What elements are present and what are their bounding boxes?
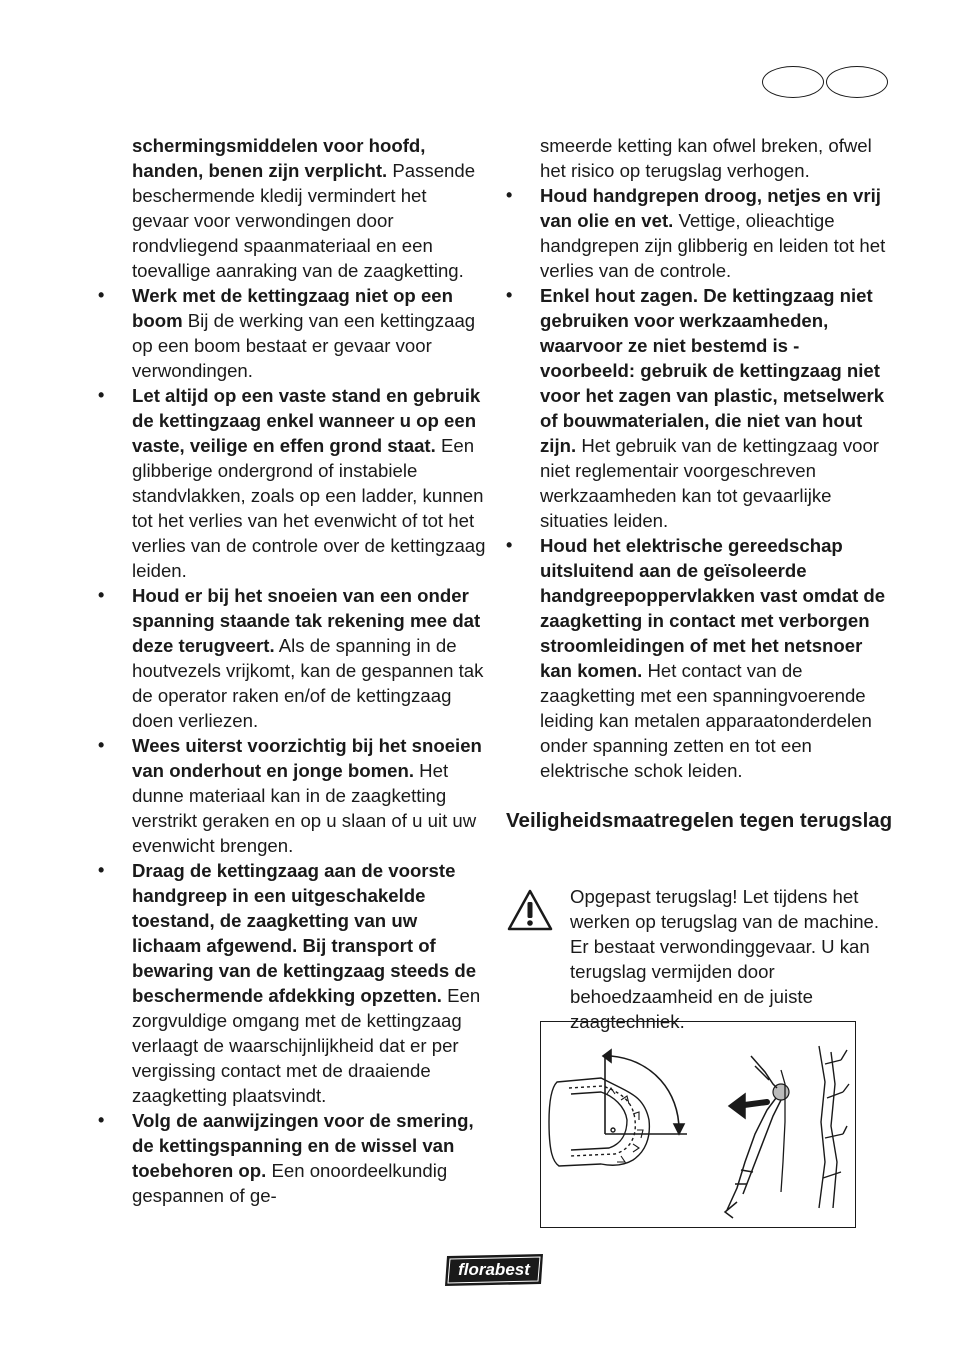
florabest-logo	[441, 1250, 547, 1288]
section-title: Veiligheidsmaatregelen tegen terugslag	[506, 809, 893, 832]
bullet-item: • Volg de aanwijzingen voor de smering, de kettingspanning en de wissel van toebehoren op. Een onoordeelkundig gespannen of ge-	[98, 1108, 486, 1208]
bullet-item: • Houd het elektrische gereedschap uitsluitend aan de geïsoleerde handgreepoppervlakken vast omdat de zaagketting in contact met verborgen stroomleidingen of met het netsnoer kan komen. Het contact van de zaagketting met een spanningvoerende leiding kan metalen apparaatonderdelen onder spanning zetten en tot een elektrische schok leiden.	[506, 533, 896, 783]
warning-triangle-icon	[506, 888, 554, 932]
chainsaw-bar-drawing	[549, 1078, 649, 1166]
bullet-item: • Enkel hout zagen. De kettingzaag niet gebruiken voor werkzaamheden, waarvoor ze niet bestemd is - voorbeeld: gebruik de kettingzaag niet voor het zagen van plastic, metselwerk of bouwmaterialen, die niet van hout zijn. Het gebruik van de kettingzaag voor niet reglementair voorgeschreven werkzaamheden kan tot gevaarlijke situaties leiden.	[506, 283, 896, 533]
bullet-item: • Wees uiterst voorzichtig bij het snoeien van onderhout en jonge bomen. Het dunne materiaal kan in de zaagketting verstrikt geraken en op u slaan of u uit uw evenwicht brengen.	[98, 733, 486, 858]
language-badge-1	[762, 66, 824, 98]
svg-text:florabest: florabest	[458, 1260, 530, 1279]
bullet-item: • Werk met de kettingzaag niet op een boom Bij de werking van een kettingzaag op een boom bestaat er gevaar voor verwondingen.	[98, 283, 486, 383]
paragraph-protection: schermingsmiddelen voor hoofd, handen, benen zijn verplicht. Passende beschermende kledij vermindert het gevaar voor verwondingen door rondvliegend spaanmateriaal en een toevallige aanraking van de zaagketting.	[132, 135, 476, 281]
bullet-item: • Houd er bij het snoeien van een onder spanning staande tak rekening mee dat deze terugveert. Als de spanning in de houtvezels vrijkomt, kan de gespannen tak de operator raken en/of de kettingzaag doen verliezen.	[98, 583, 486, 733]
right-column	[506, 133, 896, 783]
operator-drawing	[725, 1056, 789, 1218]
left-column	[98, 133, 486, 1208]
warning-text: Opgepast terugslag! Let tijdens het werken op terugslag van de machine. Er bestaat verwondinggevaar. U kan terugslag vermijden door behoedzaamheid en de juiste zaagtechniek.	[570, 886, 880, 1032]
bullet-item: • Let altijd op een vaste stand en gebruik de kettingzaag enkel wanneer u op een vaste, veilige en effen grond staat. Een glibberige ondergrond of instabiele standvlakken, zoals op een ladder, kunnen tot het verlies van het evenwicht of tot het verlies van de controle over de kettingzaag leiden.	[98, 383, 486, 583]
kickback-illustration	[540, 1021, 856, 1228]
branch-drawing	[819, 1046, 849, 1208]
kickback-diagram	[541, 1022, 855, 1227]
bullet-item: • Houd handgrepen droog, netjes en vrij van olie en vet. Vettige, olieachtige handgrepen zijn glibberig en leiden tot het verlies van de controle.	[506, 183, 896, 283]
language-badge-2	[826, 66, 888, 98]
paragraph-continuation: smeerde ketting kan ofwel breken, ofwel het risico op terugslag verhogen.	[540, 135, 872, 181]
bullet-item: • Draag de kettingzaag aan de voorste handgreep in een uitgeschakelde toestand, de zaagketting van uw lichaam afgewend. Bij transport of bewaring van de kettingzaag steeds de beschermende afdekking opzetten. Een zorgvuldige omgang met de kettingzaag verlaagt de waarschijnlijkheid dat er per vergissing contact met de draaiende zaagketting plaatsvindt.	[98, 858, 486, 1108]
